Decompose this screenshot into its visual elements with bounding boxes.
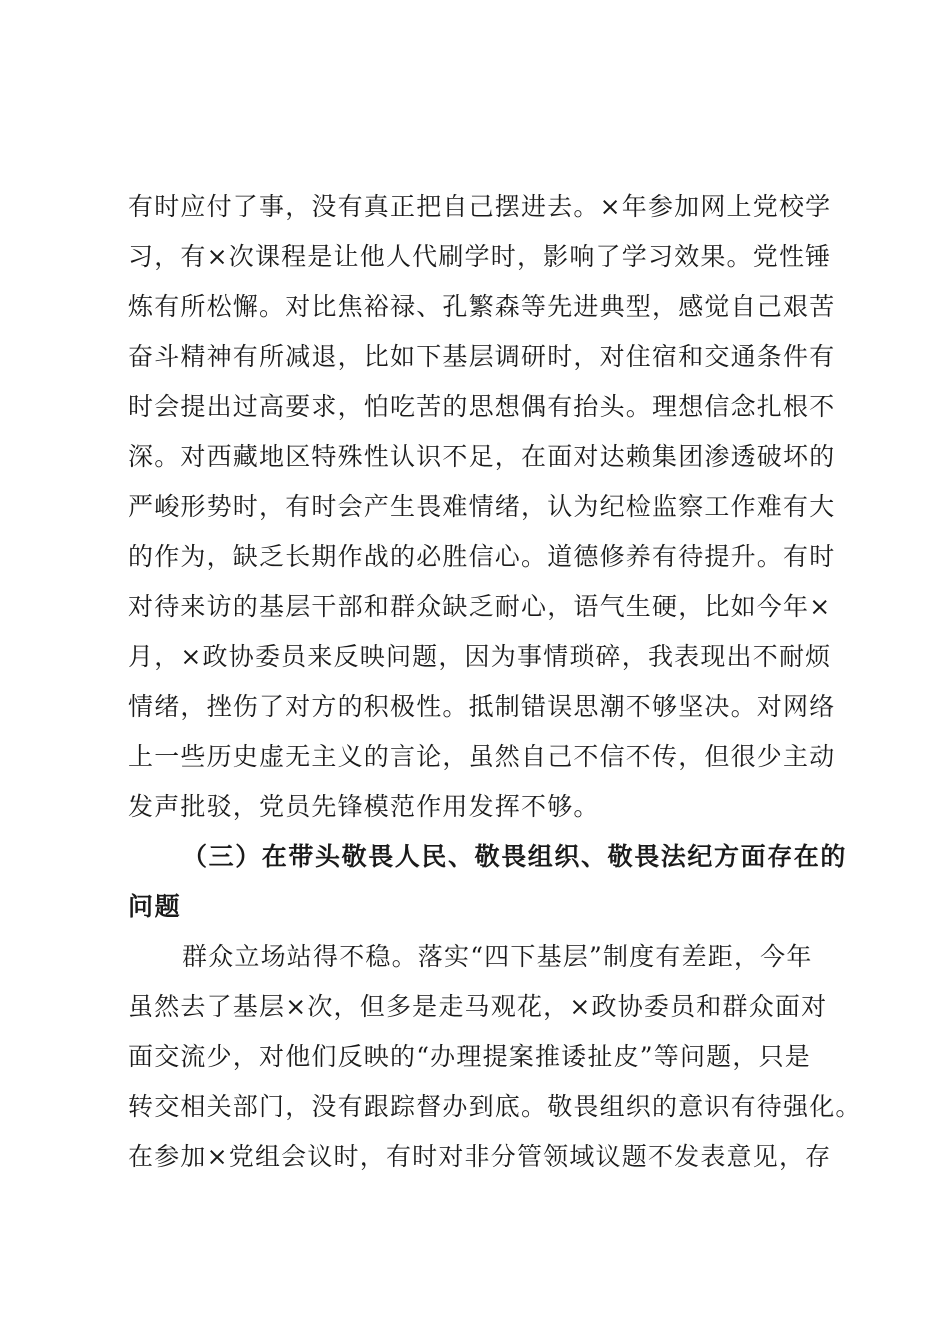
text-line: 时会提出过高要求，怕吃苦的思想偶有抬头。理想信念扎根不 [128,392,836,421]
text-line: 月，×政协委员来反映问题，因为事情琐碎，我表现出不耐烦 [128,642,832,671]
document-body [128,182,862,1182]
heading-line: （三）在带头敬畏人民、敬畏组织、敬畏法纪方面存在的 [182,842,848,871]
body-paragraph [128,932,862,1182]
heading-line: 问题 [128,892,182,921]
text-line: 奋斗精神有所减退，比如下基层调研时，对住宿和交通条件有 [128,342,836,371]
text-line: 发声批驳，党员先锋模范作用发挥不够。 [128,792,600,821]
text-line: 深。对西藏地区特殊性认识不足，在面对达赖集团渗透破坏的 [128,442,836,471]
text-line: 对待来访的基层干部和群众缺乏耐心，语气生硬，比如今年× [128,592,832,621]
text-line: 炼有所松懈。对比焦裕禄、孔繁森等先进典型，感觉自己艰苦 [128,292,836,321]
text-line: 严峻形势时，有时会产生畏难情绪，认为纪检监察工作难有大 [128,492,836,521]
text-line: 在参加×党组会议时，有时对非分管领域议题不发表意见，存 [128,1142,832,1171]
text-line: 虽然去了基层×次，但多是走马观花，×政协委员和群众面对 [128,992,828,1021]
text-line: 情绪，挫伤了对方的积极性。抵制错误思潮不够坚决。对网络 [128,692,836,721]
section-heading [128,832,848,932]
text-line: 面交流少，对他们反映的“办理提案推诿扯皮”等问题，只是 [128,1042,811,1071]
text-line: 转交相关部门，没有跟踪督办到底。敬畏组织的意识有待强化。 [128,1092,862,1121]
text-line: 的作为，缺乏长期作战的必胜信心。道德修养有待提升。有时 [128,542,836,571]
text-line: 上一些历史虚无主义的言论，虽然自己不信不传，但很少主动 [128,742,836,771]
text-line: 有时应付了事，没有真正把自己摆进去。×年参加网上党校学 [128,192,832,221]
body-paragraph [128,182,838,832]
text-line: 习，有×次课程是让他人代刷学时，影响了学习效果。党性锤 [128,242,832,271]
text-line: 群众立场站得不稳。落实“四下基层”制度有差距，今年 [182,942,813,971]
